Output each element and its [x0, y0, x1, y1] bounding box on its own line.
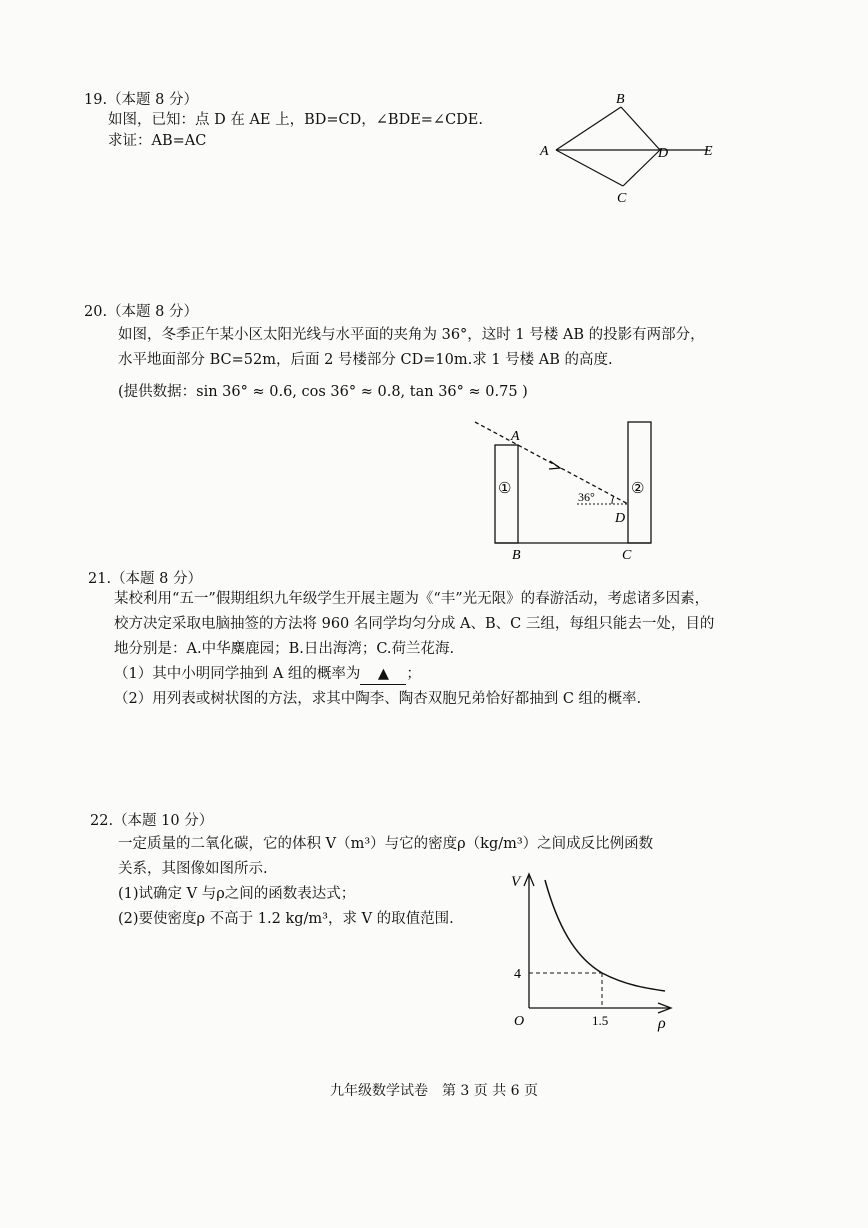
q21-part2: （2）用列表或树状图的方法，求其中陶李、陶杏双胞兄弟恰好都抽到 C 组的概率.: [114, 691, 642, 707]
q20-line1: 如图，冬季正午某小区太阳光线与水平面的夹角为 36°，这时 1 号楼 AB 的投影有两部分，: [118, 327, 705, 343]
q21-part1-prefix: （1）其中小明同学抽到 A 组的概率为: [114, 666, 361, 682]
building-2-label: ②: [631, 481, 645, 497]
angle-label: 36°: [578, 490, 595, 504]
label-d: D: [658, 146, 669, 161]
page-footer: 九年级数学试卷 第 3 页 共 6 页: [329, 1083, 539, 1099]
q20-header: [84, 300, 198, 321]
q21-line1: 某校利用“五一”假期组织九年级学生开展主题为《“丰”光无限》的春游活动，考虑诸多因素，: [114, 591, 710, 607]
answer-blank: ▲: [360, 664, 406, 685]
q19-line1: 如图，已知：点 D 在 AE 上，BD=CD，∠BDE=∠CDE.: [108, 112, 483, 128]
q20-score: （本题 8 分）: [107, 304, 199, 320]
x-tick-label: 1.5: [592, 1013, 609, 1028]
y-tick-label: 4: [514, 967, 521, 982]
line-ab: [556, 107, 621, 150]
label-b: B: [616, 92, 625, 107]
q22-line3: (1)试确定 V 与ρ之间的函数表达式；: [118, 886, 356, 902]
q21-part1-suffix: ；: [406, 666, 421, 682]
line-cd: [623, 150, 660, 186]
label-e: E: [704, 144, 713, 159]
q20-line2: 水平地面部分 BC=52m，后面 2 号楼部分 CD=10m.求 1 号楼 AB 的高度.: [118, 352, 613, 368]
q22-score: （本题 10 分）: [113, 813, 214, 829]
q21-number: 21.: [88, 571, 112, 587]
y-axis-label: V: [511, 874, 521, 890]
q19-line2: 求证：AB=AC: [108, 133, 207, 149]
q20-data: (提供数据：sin 36° ≈ 0.6, cos 36° ≈ 0.8, tan 36° ≈ 0.75 ): [118, 384, 528, 400]
label-a: A: [511, 429, 520, 444]
label-c: C: [622, 548, 632, 563]
hyperbola-curve: [545, 880, 665, 991]
label-d: D: [615, 511, 626, 526]
q21-line3: 地分别是：A.中华麋鹿园；B.日出海湾；C.荷兰花海.: [114, 641, 455, 657]
angle-arc: [612, 496, 614, 504]
origin-label: O: [514, 1014, 525, 1029]
q19-number: 19.: [84, 92, 108, 108]
q20-figure: [465, 412, 665, 564]
q21-part1: [114, 664, 421, 685]
q22-header: [90, 809, 213, 830]
x-axis-label: ρ: [658, 1015, 666, 1032]
building-1-label: ①: [498, 481, 512, 497]
q22-line1: 一定质量的二氧化碳，它的体积 V（m³）与它的密度ρ（kg/m³）之间成反比例函数: [118, 836, 654, 852]
q21-score: （本题 8 分）: [111, 571, 203, 587]
q22-number: 22.: [90, 813, 114, 829]
q21-line2: 校方决定采取电脑抽签的方法将 960 名同学均匀分成 A、B、C 三组，每组只能去一处，目的: [114, 616, 715, 632]
label-a: A: [540, 144, 549, 159]
label-b: B: [512, 548, 521, 563]
line-ac: [556, 150, 623, 186]
line-bd: [621, 107, 660, 150]
label-c: C: [617, 191, 627, 206]
q21-header: [88, 567, 202, 588]
q19-figure: [530, 85, 730, 210]
q22-graph: [500, 860, 690, 1040]
q19-score: （本题 8 分）: [107, 92, 199, 108]
q19-header: [84, 88, 198, 109]
q22-line4: (2)要使密度ρ 不高于 1.2 kg/m³，求 V 的取值范围.: [118, 911, 454, 927]
ray-arrow: [549, 461, 560, 469]
q22-line2: 关系，其图像如图所示.: [118, 861, 268, 877]
q20-number: 20.: [84, 304, 108, 320]
